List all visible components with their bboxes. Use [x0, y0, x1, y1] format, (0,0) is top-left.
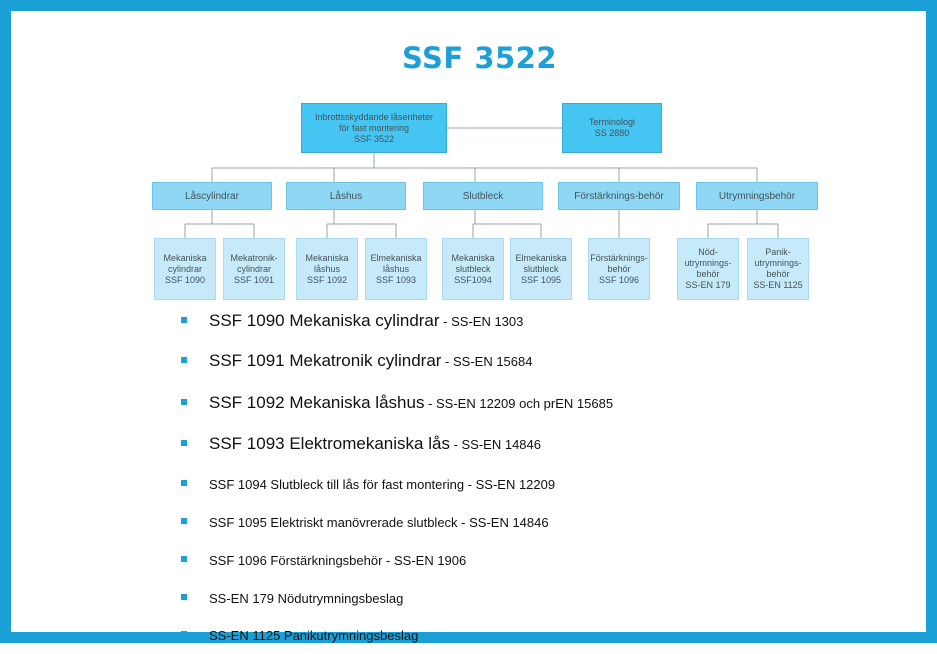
leaf-line: cylindrar: [167, 263, 202, 274]
leaf-line: behör: [607, 263, 631, 274]
bullet-icon: [181, 631, 187, 637]
standard-ref: - SS-EN 12209 och prEN 15685: [424, 396, 614, 411]
leaf-elmekaniska-lashus: [365, 238, 427, 300]
leaf-forstarkningsbehor: [588, 238, 650, 300]
leaf-line: utrymnings-: [684, 258, 732, 268]
bullet-icon: [181, 518, 187, 524]
root-node: [301, 103, 447, 153]
leaf-line: utrymnings-: [754, 258, 802, 268]
leaf-line: SSF 1092: [306, 274, 348, 285]
standard-title: SS-EN 179 Nödutrymningsbeslag: [209, 591, 404, 606]
terminology-line-2: SS 2880: [594, 128, 630, 138]
leaf-line: cylindrar: [236, 263, 271, 274]
root-node-line-2: för fast montering: [338, 122, 410, 133]
slide-title: SSF 3522: [401, 41, 558, 75]
leaf-panikutrymningsbehor: [747, 238, 809, 300]
leaf-line: Mekaniska: [305, 252, 349, 263]
leaf-line: SSF1094: [454, 274, 492, 285]
leaf-line: SSF 1091: [233, 274, 275, 285]
bullet-icon: [181, 480, 187, 486]
category-label: Förstärknings-behör: [574, 190, 664, 202]
category-label: Låshus: [329, 190, 363, 202]
standard-title: SSF 1094 Slutbleck till lås för fast montering - SS-EN 12209: [209, 477, 556, 492]
bullet-icon: [181, 594, 187, 600]
leaf-mekatronik-cylindrar: [223, 238, 285, 300]
standard-title: SSF 1093 Elektromekaniska lås: [209, 434, 450, 453]
leaf-line: SS-EN 179: [685, 280, 731, 290]
root-node-line-1: Inbrottsskyddande låsenheter: [314, 111, 434, 122]
leaf-line: Nöd-: [698, 247, 718, 257]
leaf-line: SSF 1093: [375, 274, 417, 285]
leaf-line: Förstärknings-: [590, 252, 648, 263]
standard-title: SSF 1096 Förstärkningsbehör - SS-EN 1906: [209, 553, 467, 568]
category-lashus: [286, 182, 406, 210]
leaf-line: behör: [766, 269, 790, 279]
leaf-line: SSF 1095: [520, 274, 562, 285]
category-utrymningsbehor: [696, 182, 818, 210]
leaf-line: låshus: [313, 263, 340, 274]
bullet-icon: [181, 357, 187, 363]
standard-ref: - SS-EN 15684: [441, 354, 533, 369]
leaf-line: Panik-: [765, 247, 791, 257]
leaf-line: slutbleck: [523, 263, 559, 274]
category-label: Utrymningsbehör: [718, 190, 796, 202]
bullet-icon: [181, 399, 187, 405]
standard-title: SSF 1095 Elektriskt manövrerade slutbleck - SS-EN 14846: [209, 515, 549, 530]
category-slutbleck: [423, 182, 543, 210]
standard-ref: - SS-EN 1303: [439, 314, 524, 329]
category-lascylindrar: [152, 182, 272, 210]
bullet-icon: [181, 317, 187, 323]
leaf-line: Mekaniska: [451, 252, 495, 263]
leaf-line: Elmekaniska: [370, 252, 422, 263]
org-chart-connectors: [11, 11, 937, 654]
leaf-elmekaniska-slutbleck: [510, 238, 572, 300]
category-forstarkningsbehor: [558, 182, 680, 210]
leaf-nodutrymningsbehor: [677, 238, 739, 300]
leaf-line: Mekatronik-: [230, 252, 278, 263]
standard-title: SSF 1090 Mekaniska cylindrar: [209, 311, 440, 330]
terminology-line-1: Terminologi: [588, 117, 636, 127]
leaf-line: låshus: [382, 263, 409, 274]
leaf-line: slutbleck: [455, 263, 491, 274]
category-label: Slutbleck: [462, 190, 504, 202]
leaf-line: Mekaniska: [163, 252, 207, 263]
bullet-icon: [181, 440, 187, 446]
standard-ref: - SS-EN 14846: [449, 437, 541, 452]
leaf-mekaniska-lashus: [296, 238, 358, 300]
leaf-line: SSF 1090: [164, 274, 206, 285]
leaf-line: behör: [696, 269, 720, 279]
leaf-mekaniska-slutbleck: [442, 238, 504, 300]
standard-title: SSF 1091 Mekatronik cylindrar: [209, 351, 442, 370]
leaf-line: SS-EN 1125: [753, 280, 803, 290]
terminology-node: [562, 103, 662, 153]
leaf-line: SSF 1096: [598, 274, 640, 285]
category-label: Låscylindrar: [185, 190, 239, 202]
standard-title: SS-EN 1125 Panikutrymningsbeslag: [209, 628, 419, 643]
root-node-line-3: SSF 3522: [353, 133, 395, 144]
leaf-mekaniska-cylindrar: [154, 238, 216, 300]
bullet-icon: [181, 556, 187, 562]
leaf-line: Elmekaniska: [515, 252, 567, 263]
standard-title: SSF 1092 Mekaniska låshus: [209, 393, 425, 412]
